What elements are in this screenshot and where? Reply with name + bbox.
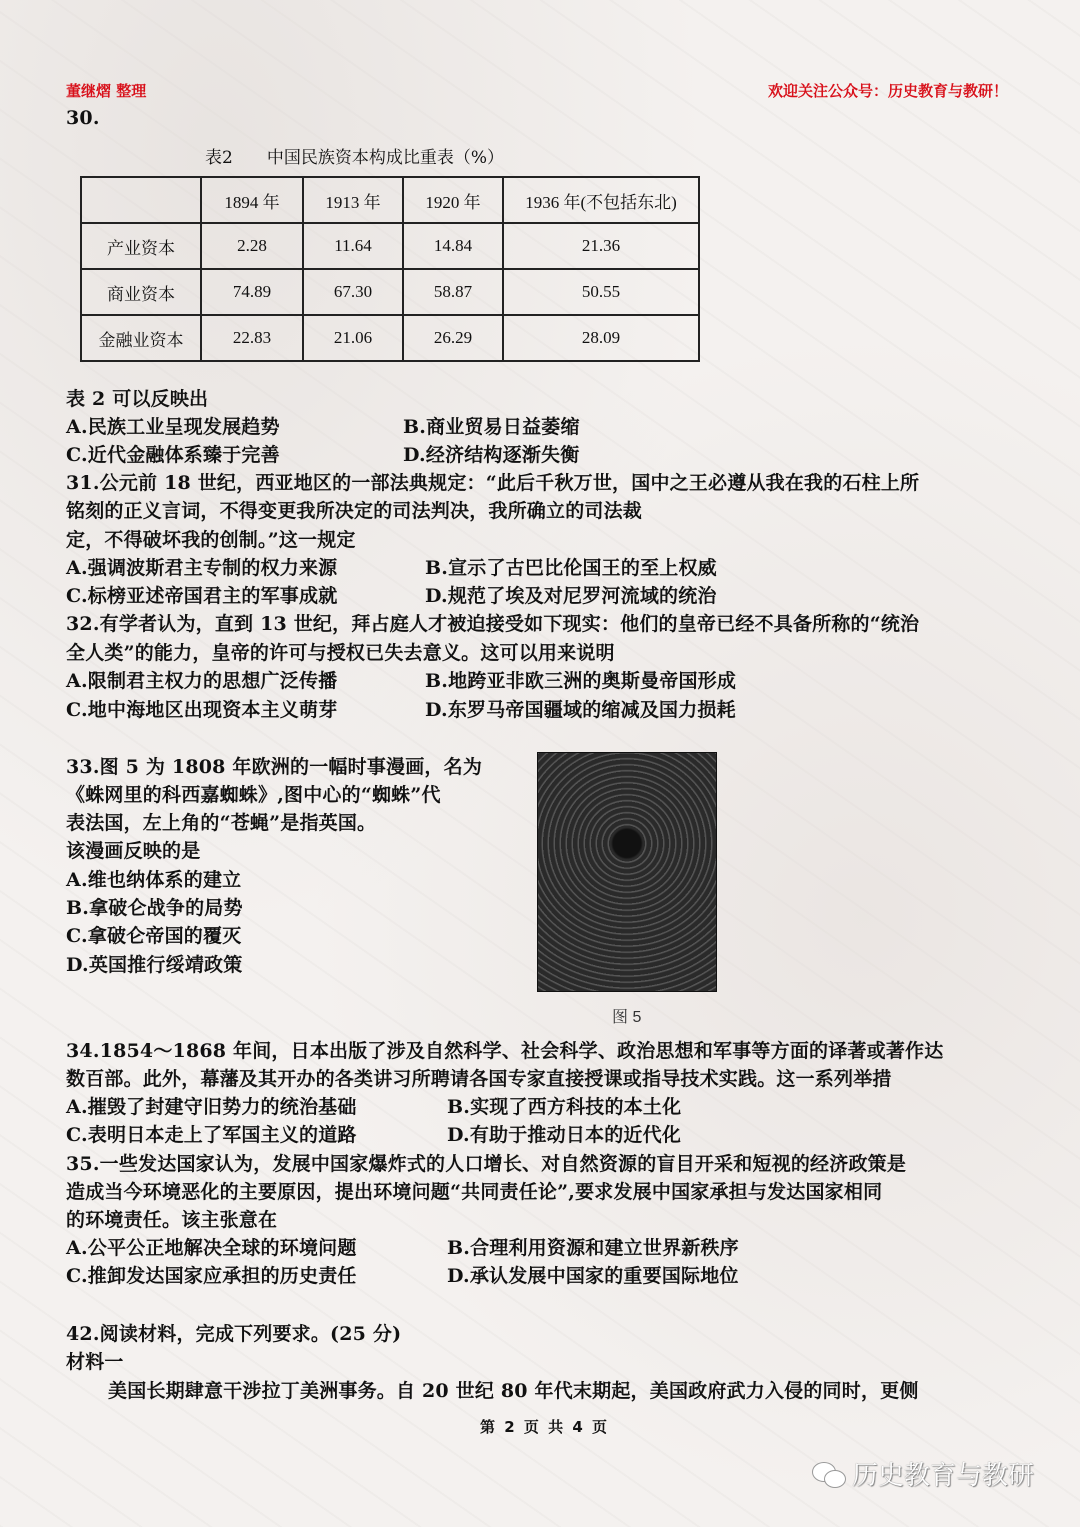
table-cell: 14.84 (403, 223, 503, 269)
q33-line-3: 表法国，左上角的“苍蝇”是指英国。 (66, 812, 377, 834)
q32-option-c: C.地中海地区出现资本主义萌芽 (66, 699, 338, 721)
table-row (81, 223, 699, 269)
q35-line-2: 造成当今环境恶化的主要原因，提出环境问题“共同责任论”,要求发展中国家承担与发达国家相同 (66, 1181, 883, 1203)
q30-option-c: C.近代金融体系臻于完善 (66, 444, 280, 466)
table-cell: 22.83 (201, 315, 303, 361)
q32-option-d: D.东罗马帝国疆域的缩减及国力损耗 (425, 699, 736, 721)
header-author: 董继熠 整理 (66, 82, 147, 100)
q33-line-4: 该漫画反映的是 (66, 840, 201, 862)
q34-option-b: B.实现了西方科技的本土化 (447, 1096, 682, 1118)
header-cell: 1913 年 (303, 177, 403, 223)
table-cell: 26.29 (403, 315, 503, 361)
row-label: 商业资本 (81, 269, 201, 315)
header-cell: 1920 年 (403, 177, 503, 223)
table-cell: 2.28 (201, 223, 303, 269)
table-cell: 67.30 (303, 269, 403, 315)
question-30-number: 30. (66, 107, 100, 129)
header-cell: 1936 年(不包括东北) (503, 177, 699, 223)
table-cell: 74.89 (201, 269, 303, 315)
page-number: 第 2 页 共 4 页 (480, 1418, 607, 1436)
capital-composition-table (80, 176, 700, 362)
q35-option-d: D.承认发展中国家的重要国际地位 (447, 1265, 739, 1287)
table-title: 表2 中国民族资本构成比重表（%） (205, 148, 504, 168)
q33-option-a: A.维也纳体系的建立 (66, 869, 242, 891)
spider-web-cartoon-image (537, 752, 717, 992)
q34-line-1: 34.1854～1868 年间，日本出版了涉及自然科学、社会科学、政治思想和军事等方面的译著或著作达 (66, 1040, 944, 1062)
q32-option-a: A.限制君主权力的思想广泛传播 (66, 670, 338, 692)
watermark (812, 1455, 1034, 1492)
table-cell: 11.64 (303, 223, 403, 269)
table-row (81, 315, 699, 361)
table-cell: 58.87 (403, 269, 503, 315)
q30-option-d: D.经济结构逐渐失衡 (403, 444, 580, 466)
q33-option-c: C.拿破仑帝国的覆灭 (66, 925, 242, 947)
q42-material-text: 美国长期肆意干涉拉丁美洲事务。自 20 世纪 80 年代末期起，美国政府武力入侵的同时，更侧 (108, 1380, 919, 1402)
wechat-icon (812, 1460, 846, 1488)
q42-title: 42.阅读材料，完成下列要求。(25 分) (66, 1323, 402, 1345)
q34-option-c: C.表明日本走上了军国主义的道路 (66, 1124, 357, 1146)
q31-line-2: 铭刻的正义言词，不得变更我所决定的司法判决，我所确立的司法裁 (66, 500, 643, 522)
q35-option-b: B.合理利用资源和建立世界新秩序 (447, 1237, 739, 1259)
header-cell (81, 177, 201, 223)
q31-line-1: 31.公元前 18 世纪，西亚地区的一部法典规定：“此后千秋万世，国中之王必遵从我在我的石柱上所 (66, 472, 920, 494)
q32-line-1: 32.有学者认为，直到 13 世纪，拜占庭人才被迫接受如下现实：他们的皇帝已经不具备所称的“统治 (66, 613, 920, 635)
q30-stem: 表 2 可以反映出 (66, 388, 209, 410)
q31-option-b: B.宣示了古巴比伦国王的至上权威 (425, 557, 717, 579)
q34-option-d: D.有助于推动日本的近代化 (447, 1124, 682, 1146)
row-label: 产业资本 (81, 223, 201, 269)
q34-option-a: A.摧毁了封建守旧势力的统治基础 (66, 1096, 357, 1118)
q31-option-c: C.标榜亚述帝国君主的军事成就 (66, 585, 338, 607)
table-cell: 28.09 (503, 315, 699, 361)
row-label: 金融业资本 (81, 315, 201, 361)
q35-line-3: 的环境责任。该主张意在 (66, 1209, 278, 1231)
q34-line-2: 数百部。此外，幕藩及其开办的各类讲习所聘请各国专家直接授课或指导技术实践。这一系列举措 (66, 1068, 892, 1090)
q35-option-a: A.公平公正地解决全球的环境问题 (66, 1237, 357, 1259)
header-promo: 欢迎关注公众号：历史教育与教研！ (767, 82, 1008, 100)
q33-line-1: 33.图 5 为 1808 年欧洲的一幅时事漫画，名为 (66, 756, 483, 778)
q31-option-a: A.强调波斯君主专制的权力来源 (66, 557, 338, 579)
q35-line-1: 35.一些发达国家认为，发展中国家爆炸式的人口增长、对自然资源的盲目开采和短视的经济政策是 (66, 1153, 907, 1175)
q32-option-b: B.地跨亚非欧三洲的奥斯曼帝国形成 (425, 670, 737, 692)
q33-line-2: 《蛛网里的科西嘉蜘蛛》,图中心的“蜘蛛”代 (66, 784, 441, 806)
table-cell: 21.06 (303, 315, 403, 361)
figure-caption: 图 5 (612, 1009, 642, 1026)
q32-line-2: 全人类”的能力，皇帝的许可与授权已失去意义。这可以用来说明 (66, 642, 615, 664)
q33-option-d: D.英国推行绥靖政策 (66, 954, 243, 976)
q33-option-b: B.拿破仑战争的局势 (66, 897, 243, 919)
table-cell: 50.55 (503, 269, 699, 315)
q35-option-c: C.推卸发达国家应承担的历史责任 (66, 1265, 357, 1287)
q31-option-d: D.规范了埃及对尼罗河流域的统治 (425, 585, 717, 607)
table-cell: 21.36 (503, 223, 699, 269)
q30-option-b: B.商业贸易日益萎缩 (403, 416, 580, 438)
header-cell: 1894 年 (201, 177, 303, 223)
watermark-text: 历史教育与教研 (852, 1461, 1035, 1491)
table-row (81, 269, 699, 315)
table-header-row (81, 177, 699, 223)
q42-material-label: 材料一 (66, 1351, 124, 1373)
q31-line-3: 定，不得破坏我的创制。”这一规定 (66, 529, 356, 551)
q30-option-a: A.民族工业呈现发展趋势 (66, 416, 280, 438)
